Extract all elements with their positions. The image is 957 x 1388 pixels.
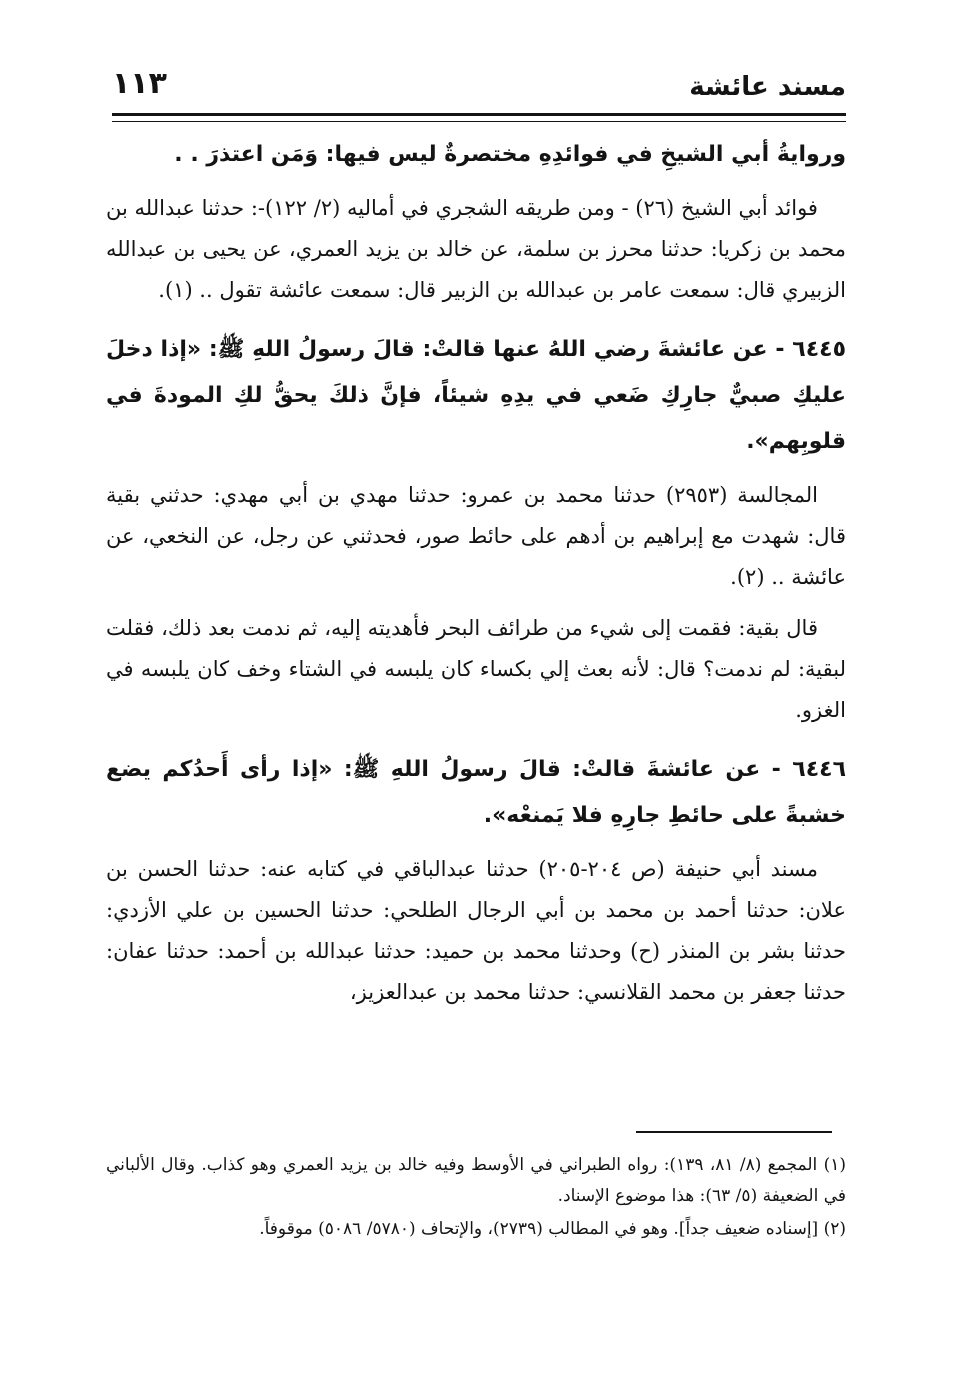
running-title: مسند عائشة	[689, 72, 846, 102]
page-header	[112, 62, 846, 116]
spacer	[106, 178, 846, 188]
footnote-separator	[636, 1131, 832, 1133]
paragraph-fawaid-isnad: فوائد أبي الشيخ (٢٦) - ومن طريقه الشجري في أماليه (٢/ ١٢٢)-: حدثنا عبدالله بن محمد بن زكريا: حدثنا محرز بن سلمة، عن خالد بن يزيد العمري، عن يحيى بن عبدالله الزبيري قال: سمعت عامر بن عبدالله بن الزبير قال: سمعت عائشة تقول .. (١).	[106, 196, 846, 302]
footnote-2: (٢) [إسناده ضعيف جداً]. وهو في المطالب (٢٧٣٩)، والإتحاف (٥٧٨٠/ ٥٠٨٦) موقوفاً.	[259, 1219, 846, 1239]
spacer	[106, 839, 846, 849]
page-number: ١١٣	[112, 66, 167, 101]
paragraph-abu-hanifa-isnad: مسند أبي حنيفة (ص ٢٠٤-٢٠٥) حدثنا عبدالباقي في كتابه عنه: حدثنا الحسن بن علان: حدثنا أحمد بن محمد بن أبي الرجال الطلحي: حدثنا الحسين بن علي الأزدي: حدثنا بشر بن المنذر (ح) وحدثنا محمد بن حميد: حدثنا عبدالله بن أحمد: حدثنا عفان: حدثنا جعفر بن محمد القلانسي: حدثنا محمد بن عبدالعزيز،	[106, 857, 846, 1004]
spacer	[106, 598, 846, 608]
paragraph-mujalasa-isnad: المجالسة (٢٩٥٣) حدثنا محمد بن عمرو: حدثنا مهدي بن أبي مهدي: حدثني بقية قال: شهدت مع إبراهيم بن أدهم على حائط صور، فحدثني عن رجل، عن النخعي، عن عائشة .. (٢).	[106, 483, 846, 589]
hadith-6445: ٦٤٤٥ - عن عائشةَ رضي اللهُ عنها قالتْ: قالَ رسولُ اللهِ ﷺ: «إذا دخلَ عليكِ صبيٌّ جارِكِ ضَعي في يدِهِ شيئاً، فإنَّ ذلكَ يحقُّ لكِ المودةَ في قلوبِهم».	[106, 337, 846, 454]
footnote-1: (١) المجمع (٨/ ٨١، ١٣٩): رواه الطبراني في الأوسط وفيه خالد بن يزيد العمري وهو كذاب. وقال الألباني في الضعيفة (٥/ ٦٣): هذا موضوع الإسناد.	[106, 1155, 846, 1206]
paragraph-baqiyya-story: قال بقية: فقمت إلى شيء من طرائف البحر فأهديته إليه، ثم ندمت بعد ذلك، فقلت لبقية: لم ندمت؟ قال: لأنه بعث إلي بكساء كان يلبسه في الشتاء وخف كان يلبسه في الغزو.	[106, 616, 846, 722]
spacer	[106, 465, 846, 475]
header-rule-thin	[112, 121, 846, 122]
footnotes	[106, 1150, 846, 1247]
paragraph-abu-shaykh-note: وروايةُ أبي الشيخِ في فوائدِهِ مختصرةٌ ليس فيها: وَمَن اعتذرَ . .	[174, 142, 846, 167]
spacer	[106, 731, 846, 747]
hadith-6446: ٦٤٤٦ - عن عائشةَ قالتْ: قالَ رسولُ اللهِ ﷺ: «إذا رأى أَحدُكم يضع خشبةً على حائطِ جارِهِ فلا يَمنعْه».	[106, 757, 846, 828]
main-text	[106, 132, 846, 1013]
header-rule-thick	[112, 113, 846, 116]
spacer	[106, 311, 846, 327]
